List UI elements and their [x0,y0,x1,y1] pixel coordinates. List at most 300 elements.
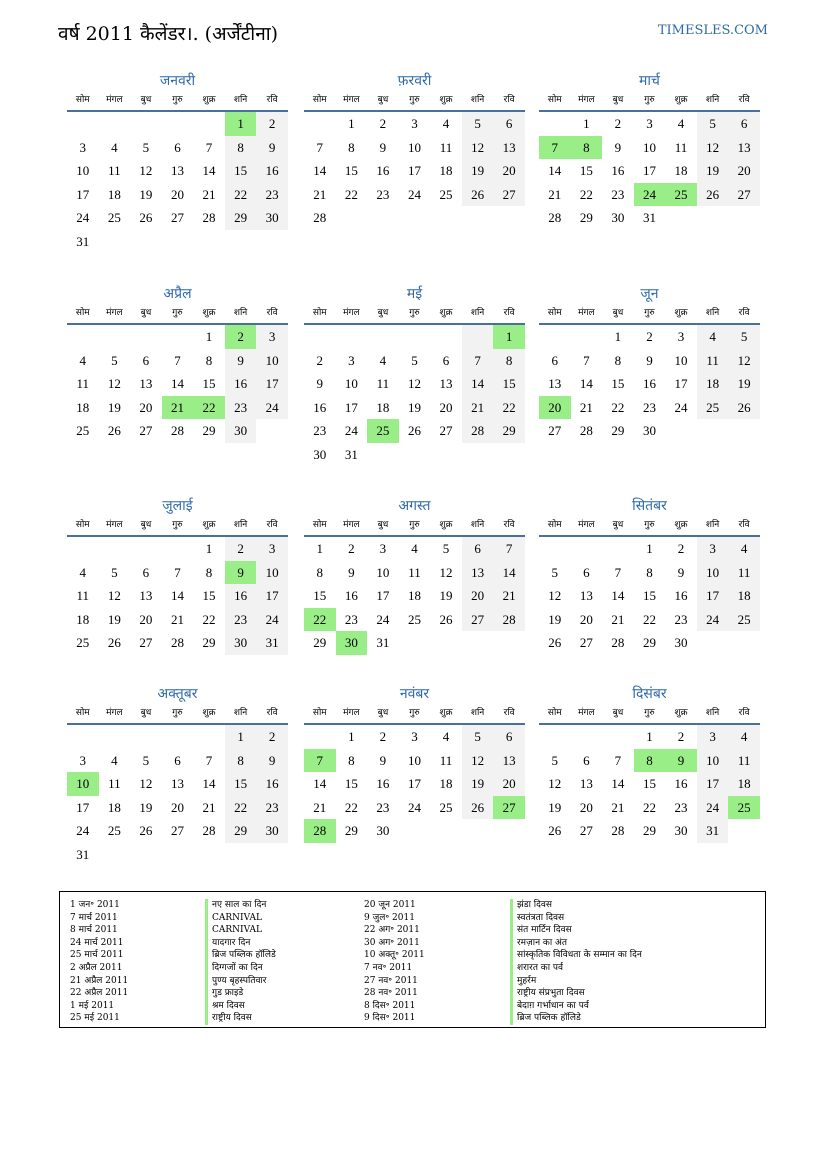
empty-cell [99,230,131,254]
day-cell: 1 [646,541,653,556]
empty-cell [430,206,462,230]
day-cell: 2 [646,329,653,344]
day-cell: 7 [174,564,181,580]
day-cell: 28 [493,608,525,632]
day-cell: 20 [539,396,571,420]
day-cell: 24 [76,210,90,226]
empty-cell [67,537,99,561]
week-row [304,396,525,420]
day-cell: 22 [642,799,656,815]
day-cell: 8 [646,564,653,580]
day-cell: 16 [256,772,288,796]
day-cell: 6 [174,752,181,768]
month-block [304,283,525,467]
month-name: जनवरी [159,73,196,89]
day-cell: 17 [256,372,288,396]
empty-cell [162,325,194,349]
day-cell: 23 [376,799,390,815]
weekday-label: रवि [266,708,278,718]
weekday-label: मंगल [106,520,123,530]
week-row [67,159,288,183]
day-cell: 12 [139,163,153,179]
empty-cell [728,631,760,655]
weekday-label: गुरु [409,95,420,105]
week-row [67,325,288,349]
weekday-label: शनि [470,520,485,530]
weekday-header [539,305,760,325]
week-row [539,349,760,373]
day-cell: 15 [344,163,358,179]
weekday-label: बुध [140,308,152,318]
day-cell: 21 [313,186,327,202]
empty-cell [67,725,99,749]
holiday-date: 21 अप्रैल 2011 [70,975,129,986]
empty-cell [665,419,697,443]
day-cell: 6 [583,752,590,768]
site-link[interactable]: TIMESLES.COM [657,23,768,38]
day-cell: 5 [111,564,118,580]
day-cell: 5 [142,752,150,768]
week-row [539,136,760,160]
weekday-label: गुरु [172,95,183,105]
day-cell: 22 [225,796,257,820]
holiday-name: यादगार दिन [205,937,276,950]
day-cell: 16 [674,776,688,792]
day-cell: 15 [202,376,216,392]
day-cell: 10 [674,352,688,368]
week-row [539,561,760,585]
holiday-date: 7 मार्च 2011 [70,912,118,923]
day-cell: 8 [348,139,355,155]
day-cell: 22 [493,396,525,420]
day-cell: 19 [439,588,453,604]
day-cell: 2 [225,537,257,561]
day-cell: 16 [256,159,288,183]
day-cell: 7 [205,752,213,768]
weekday-label: मंगल [578,520,595,530]
week-row [67,772,288,796]
day-cell: 25 [76,423,90,439]
day-cell: 13 [493,136,525,160]
day-cell: 26 [439,611,453,627]
day-cell: 21 [493,584,525,608]
holiday-date: 28 नव॰ 2011 [364,988,418,999]
day-cell: 9 [348,564,355,580]
day-cell: 27 [139,635,153,651]
week-row [539,584,760,608]
day-cell: 1 [614,329,622,344]
day-cell: 5 [551,564,559,580]
day-cell: 4 [442,116,450,131]
day-cell: 2 [614,116,622,131]
day-cell: 31 [256,631,288,655]
day-cell: 11 [76,588,90,604]
day-cell: 4 [79,352,87,368]
empty-cell [539,725,571,749]
day-cell: 22 [193,396,225,420]
day-cell: 14 [611,776,625,792]
day-cell: 18 [674,163,688,179]
day-cell: 19 [462,159,494,183]
weekday-label: बुध [140,95,152,105]
week-row [304,112,525,136]
day-cell: 28 [462,419,494,443]
weekday-label: गुरु [409,308,420,318]
weekday-label: बुध [140,520,152,530]
day-cell: 13 [439,376,453,392]
weekday-label: गुरु [172,708,183,718]
day-cell: 2 [316,352,324,368]
day-cell: 22 [579,186,593,202]
day-cell: 20 [170,186,184,202]
day-cell: 1 [348,116,355,131]
week-row [304,772,525,796]
week-row [539,396,760,420]
holiday-dates-right [364,899,425,1025]
empty-cell [99,112,131,136]
day-cell: 8 [348,752,355,768]
page-title: वर्ष 2011 कैलेंडर।. (अर्जेंटीना) [58,23,279,45]
day-cell: 12 [697,136,729,160]
day-cell: 19 [728,372,760,396]
day-cell: 20 [579,611,593,627]
weekday-header [539,92,760,112]
day-cell: 23 [225,396,257,420]
weekday-label: मंगल [106,708,123,718]
holiday-name: नए साल का दिन [205,899,276,912]
day-cell: 27 [439,423,453,439]
day-cell: 11 [439,139,453,155]
day-cell: 5 [462,112,494,136]
month-block [539,283,760,443]
day-cell: 15 [579,163,593,179]
day-cell: 23 [256,183,288,207]
day-cell: 1 [205,329,213,344]
day-cell: 6 [493,112,525,136]
day-cell: 2 [256,112,288,136]
day-cell: 2 [379,729,387,744]
day-cell: 15 [642,588,656,604]
empty-cell [162,725,194,749]
day-cell: 9 [225,561,257,585]
empty-cell [539,112,571,136]
weekday-label: रवि [266,520,278,530]
day-cell: 9 [379,139,387,155]
day-cell: 9 [614,139,622,155]
empty-cell [462,443,494,467]
weekday-label: गुरु [172,520,183,530]
week-row [67,796,288,820]
holiday-date: 9 दिस॰ 2011 [364,1013,416,1024]
empty-cell [430,631,462,655]
day-cell: 29 [202,635,216,651]
empty-cell [130,725,162,749]
day-cell: 15 [225,772,257,796]
day-cell: 19 [462,772,494,796]
day-cell: 23 [376,186,390,202]
weekday-label: सोम [75,95,90,105]
weekday-label: गुरु [409,708,420,718]
day-cell: 28 [170,423,184,439]
day-cell: 18 [76,399,90,415]
day-cell: 19 [548,611,562,627]
day-cell: 27 [462,608,494,632]
empty-cell [225,230,257,254]
day-cell: 8 [571,136,603,160]
day-cell: 26 [139,823,153,839]
day-cell: 20 [139,611,153,627]
day-cell: 24 [407,186,421,202]
day-cell: 19 [107,611,121,627]
holiday-names-right [510,899,642,1025]
month-name: दिसंबर [632,686,667,702]
day-cell: 12 [462,749,494,773]
weekday-header [539,705,760,725]
week-row [539,725,760,749]
day-cell: 15 [313,588,327,604]
day-cell: 29 [642,823,656,839]
week-row [67,631,288,655]
weekday-label: शुक्र [439,520,453,530]
day-cell: 28 [202,210,216,226]
day-cell: 25 [439,799,453,815]
day-cell: 16 [225,584,257,608]
weekday-label: बुध [377,308,389,318]
weekday-label: शनि [233,308,248,318]
day-cell: 1 [225,725,257,749]
weekday-label: शनि [233,520,248,530]
day-cell: 30 [674,635,688,651]
weekday-label: बुध [377,708,389,718]
day-cell: 23 [344,611,358,627]
holiday-name: राष्ट्रीय दिवस [205,1012,276,1025]
day-cell: 4 [411,541,418,556]
weekday-label: शनि [470,308,485,318]
day-cell: 23 [674,799,688,815]
week-row [67,396,288,420]
weekday-label: शुक्र [202,308,216,318]
empty-cell [367,206,399,230]
holiday-name: श्रम दिवस [205,1000,276,1013]
day-cell: 8 [205,352,213,368]
holiday-name: झंडा दिवस [510,899,642,912]
weekday-label: गुरु [644,308,655,318]
day-cell: 27 [728,183,760,207]
empty-cell [256,230,288,254]
week-row [304,584,525,608]
weekday-header [304,517,525,537]
day-cell: 16 [376,163,390,179]
day-cell: 5 [728,325,760,349]
month-name: सितंबर [632,498,667,514]
day-cell: 30 [225,419,257,443]
weekday-label: बुध [612,308,624,318]
day-cell: 31 [344,446,358,462]
day-cell: 17 [697,584,729,608]
week-row [304,136,525,160]
weekday-label: सोम [312,308,327,318]
day-cell: 23 [225,608,257,632]
day-cell: 12 [407,376,421,392]
weekday-label: सोम [547,708,562,718]
day-cell: 29 [202,423,216,439]
day-cell: 22 [611,399,625,415]
day-cell: 14 [202,163,216,179]
empty-cell [571,537,603,561]
week-row [539,372,760,396]
day-cell: 17 [376,588,390,604]
week-row [67,561,288,585]
day-cell: 28 [611,635,625,651]
empty-cell [130,325,162,349]
day-cell: 14 [170,376,184,392]
weekday-label: गुरु [172,308,183,318]
weekday-label: बुध [612,708,624,718]
day-cell: 25 [367,419,399,443]
day-cell: 17 [674,376,688,392]
week-row [304,372,525,396]
day-cell: 1 [225,112,257,136]
week-row [67,608,288,632]
empty-cell [697,631,729,655]
day-cell: 12 [548,776,562,792]
day-cell: 14 [611,588,625,604]
empty-cell [367,443,399,467]
empty-cell [728,419,760,443]
weekday-label: रवि [738,95,750,105]
day-cell: 20 [170,799,184,815]
day-cell: 25 [76,635,90,651]
holiday-date: 9 जुल॰ 2011 [364,912,415,923]
day-cell: 18 [376,399,390,415]
day-cell: 6 [728,112,760,136]
week-row [304,537,525,561]
day-cell: 7 [493,537,525,561]
day-cell: 7 [614,564,622,580]
holiday-date: 1 जन॰ 2011 [70,900,120,910]
weekday-label: शुक्र [202,708,216,718]
day-cell: 11 [439,752,453,768]
day-cell: 27 [579,635,593,651]
day-cell: 21 [611,799,625,815]
day-cell: 18 [439,776,453,792]
day-cell: 4 [697,325,729,349]
week-row [304,443,525,467]
empty-cell [304,112,336,136]
day-cell: 3 [677,329,685,344]
day-cell: 27 [493,183,525,207]
empty-cell [162,843,194,867]
week-row [304,725,525,749]
day-cell: 4 [442,729,450,744]
day-cell: 17 [76,186,90,202]
empty-cell [367,325,399,349]
day-cell: 27 [170,823,184,839]
holiday-date: 25 मार्च 2011 [70,950,124,961]
month-name: अक्तूबर [157,686,198,702]
day-cell: 18 [728,584,760,608]
day-cell: 15 [202,588,216,604]
week-row [539,749,760,773]
week-row [67,136,288,160]
day-cell: 12 [107,376,121,392]
weekday-label: शुक्र [439,308,453,318]
month-block [539,70,760,230]
day-cell: 9 [256,136,288,160]
empty-cell [571,325,603,349]
weekday-label: शुक्र [674,520,688,530]
day-cell: 11 [376,376,390,392]
week-row [67,584,288,608]
day-cell: 20 [462,584,494,608]
day-cell: 24 [76,823,90,839]
week-row [304,325,525,349]
empty-cell [193,230,225,254]
weekday-label: रवि [266,308,278,318]
holiday-date: 25 मई 2011 [70,1013,120,1024]
day-cell: 8 [614,352,622,368]
holiday-date: 8 मार्च 2011 [70,925,118,936]
weekday-label: शुक्र [202,95,216,105]
day-cell: 10 [76,163,90,179]
week-row [539,183,760,207]
day-cell: 20 [579,799,593,815]
day-cell: 31 [76,233,90,249]
week-row [304,796,525,820]
weekday-label: बुध [612,95,624,105]
day-cell: 19 [107,399,121,415]
day-cell: 30 [642,423,656,439]
day-cell: 18 [107,799,121,815]
holiday-name: राष्ट्रीय संप्रभुता दिवस [510,987,642,1000]
day-cell: 6 [442,352,450,368]
weekday-label: मंगल [343,308,360,318]
day-cell: 28 [313,210,327,226]
day-cell: 12 [439,564,453,580]
month-block [67,495,288,655]
day-cell: 2 [677,541,685,556]
day-cell: 18 [439,163,453,179]
day-cell: 25 [407,611,421,627]
day-cell: 27 [170,210,184,226]
empty-cell [256,843,288,867]
weekday-label: बुध [612,520,624,530]
day-cell: 17 [407,776,421,792]
day-cell: 15 [344,776,358,792]
weekday-label: शनि [470,95,485,105]
week-row [304,183,525,207]
week-row [304,561,525,585]
empty-cell [602,537,634,561]
day-cell: 17 [697,772,729,796]
holiday-name: पुण्य बृहस्पतिवार [205,975,276,988]
day-cell: 24 [634,183,666,207]
empty-cell [256,419,288,443]
weekday-header [67,517,288,537]
weekday-label: बुध [377,520,389,530]
day-cell: 13 [170,163,184,179]
weekday-label: शनि [233,95,248,105]
weekday-header [304,305,525,325]
day-cell: 7 [316,139,324,155]
day-cell: 7 [462,349,494,373]
day-cell: 26 [548,823,562,839]
week-row [67,349,288,373]
day-cell: 29 [642,635,656,651]
week-row [67,372,288,396]
week-row [539,159,760,183]
week-row [304,819,525,843]
